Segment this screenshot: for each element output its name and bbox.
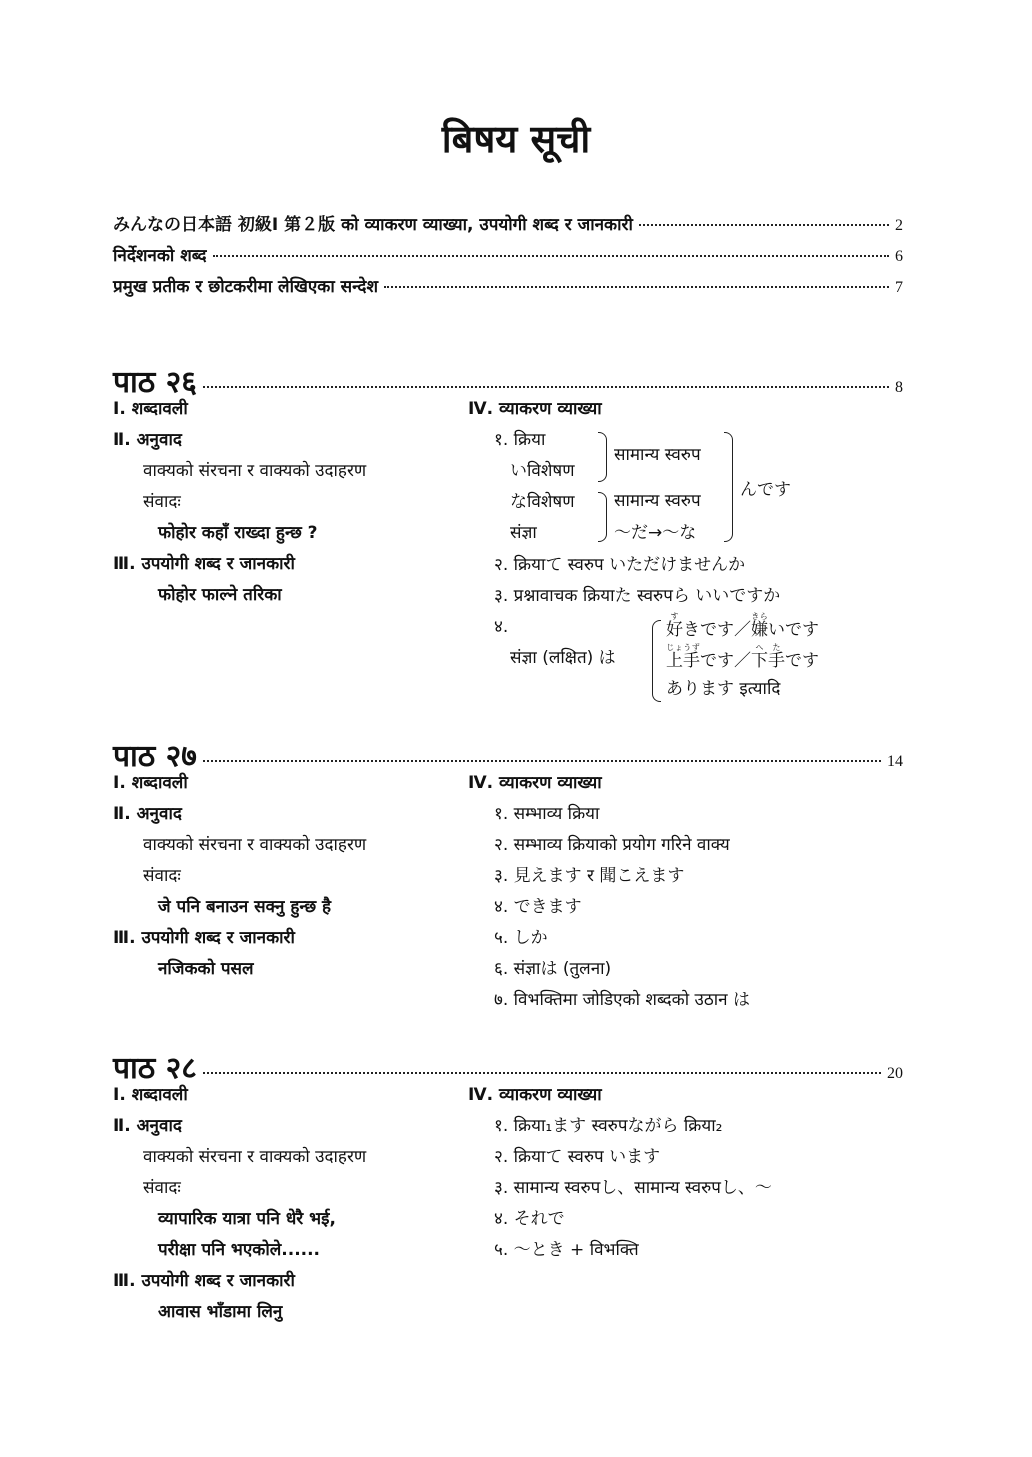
grammar-1-form1: सामान्य स्वरुप: [614, 445, 701, 465]
grammar-item: ४. できます: [494, 897, 582, 917]
leader-dots: [203, 386, 889, 388]
leader-dots: [203, 760, 881, 762]
section-grammar: Ⅳ. व्याकरण व्याख्या: [468, 773, 602, 793]
page-title: बिषय सूची: [441, 117, 591, 161]
leader-dots: [384, 286, 889, 288]
grammar-3: ३. प्रश्नावाचक क्रियाた स्वरुपら いいですか: [494, 586, 781, 606]
grammar-item: ७. विभक्तिमा जोडिएको शब्दको उठान は: [494, 990, 750, 1010]
grammar-item: १. क्रिया₁ます स्वरुपながら क्रिया₂: [494, 1116, 723, 1136]
leader-dots: [203, 1072, 881, 1074]
grammar-2: २. क्रियाて स्वरुप いただけませんか: [494, 555, 746, 575]
section-vocabulary: Ⅰ. शब्दावली: [113, 773, 188, 793]
grammar-1-ending: んです: [740, 480, 791, 500]
section-translation: Ⅱ. अनुवाद: [113, 804, 182, 824]
grammar-4-line2: 上手じょうずです／下手へたです: [666, 643, 819, 671]
lesson-title: पाठ २८: [113, 1051, 197, 1086]
brace-right: [598, 492, 607, 542]
dialogue-label: संवादः: [143, 492, 181, 512]
lesson-page-number: 20: [887, 1065, 903, 1082]
section-translation: Ⅱ. अनुवाद: [113, 430, 182, 450]
grammar-item: ३. सामान्य स्वरुपし、सामान्य स्वरुपし、～: [494, 1178, 772, 1198]
grammar-1-form2: सामान्य स्वरुप: [614, 491, 701, 511]
grammar-1-i-adj: いविशेषण: [510, 461, 575, 481]
dialogue-title-line1: व्यापारिक यात्रा पनि धेरै भई,: [158, 1209, 336, 1229]
lesson-title: पाठ २७: [113, 739, 197, 774]
toc-entry-label: प्रमुख प्रतीक र छोटकरीमा लेखिएका सन्देश: [113, 277, 379, 297]
lesson-26-left-column: [113, 394, 366, 611]
section-grammar: Ⅳ. व्याकरण व्याख्या: [468, 1085, 602, 1105]
grammar-item: ५. しか: [494, 928, 548, 948]
leader-dots: [639, 224, 889, 226]
section-vocabulary: Ⅰ. शब्दावली: [113, 399, 188, 419]
lesson-26-grammar: [468, 394, 602, 425]
grammar-1-na-adj: なविशेषण: [510, 492, 575, 512]
grammar-item: २. सम्भाव्य क्रियाको प्रयोग गरिने वाक्य: [494, 835, 730, 855]
toc-page-number: 7: [895, 279, 903, 296]
grammar-item: ६. संज्ञाは (तुलना): [494, 959, 612, 979]
section-useful-info: Ⅲ. उपयोगी शब्द र जानकारी: [113, 554, 295, 574]
useful-info-item: नजिकको पसल: [158, 959, 254, 979]
lesson-page-number: 8: [895, 379, 903, 396]
lesson-title: पाठ २६: [113, 365, 197, 400]
brace-right: [598, 432, 607, 482]
grammar-item: ४. それで: [494, 1209, 565, 1229]
toc-entry-symbols[interactable]: [113, 274, 903, 297]
grammar-4-line3: あります इत्यादि: [666, 679, 781, 699]
grammar-4-subject: संज्ञा (लक्षित) は: [510, 648, 616, 668]
brace-right-outer: [724, 432, 733, 542]
toc-entry-label: निर्देशनको शब्द: [113, 246, 207, 266]
dialogue-title-line2: परीक्षा पनि भएकोले......: [158, 1240, 321, 1260]
brace-left: [652, 620, 661, 702]
grammar-4-line1: 好すきです／嫌きらいです: [666, 612, 819, 640]
grammar-1-form2b: ～だ→～な: [614, 523, 697, 543]
grammar-item: १. सम्भाव्य क्रिया: [494, 804, 600, 824]
grammar-item: २. क्रियाて स्वरुप います: [494, 1147, 661, 1167]
toc-page-number: 2: [895, 217, 903, 234]
lesson-28-grammar: [468, 1080, 772, 1266]
dialogue-title: जे पनि बनाउन सक्नु हुन्छ है: [158, 897, 332, 917]
dialogue-label: संवादः: [143, 1178, 181, 1198]
lesson-27-left-column: [113, 768, 366, 985]
sentence-structure: वाक्यको संरचना र वाक्यको उदाहरण: [143, 1147, 367, 1167]
useful-info-item: आवास भाँडामा लिनु: [158, 1302, 283, 1322]
grammar-1-left: [494, 425, 575, 549]
toc-entry-instructions[interactable]: [113, 243, 903, 266]
section-useful-info: Ⅲ. उपयोगी शब्द र जानकारी: [113, 1271, 295, 1291]
lesson-page-number: 14: [887, 753, 903, 770]
section-useful-info: Ⅲ. उपयोगी शब्द र जानकारी: [113, 928, 295, 948]
dialogue-title: फोहोर कहाँ राख्दा हुन्छ ?: [158, 523, 318, 543]
section-grammar: Ⅳ. व्याकरण व्याख्या: [468, 399, 602, 419]
lesson-28-left-column: [113, 1080, 366, 1328]
grammar-1-noun: संज्ञा: [510, 523, 537, 543]
leader-dots: [213, 255, 890, 257]
dialogue-label: संवादः: [143, 866, 181, 886]
grammar-item: ३. 見えます र 聞こえます: [494, 866, 685, 886]
toc-entry-grammar-notes[interactable]: [113, 210, 903, 235]
useful-info-item: फोहोर फाल्ने तरिका: [158, 585, 282, 605]
section-vocabulary: Ⅰ. शब्दावली: [113, 1085, 188, 1105]
sentence-structure: वाक्यको संरचना र वाक्यको उदाहरण: [143, 835, 367, 855]
grammar-4-number: ४.: [494, 617, 509, 637]
sentence-structure: वाक्यको संरचना र वाक्यको उदाहरण: [143, 461, 367, 481]
lesson-27-grammar: [468, 768, 750, 1016]
toc-entry-label: みんなの日本語 初級Ⅰ 第２版 को व्याकरण व्याख्या, उपयोगी शब्द र जानकारी: [113, 215, 633, 235]
section-translation: Ⅱ. अनुवाद: [113, 1116, 182, 1136]
grammar-1-verb: १. क्रिया: [494, 430, 546, 450]
toc-page-number: 6: [895, 248, 903, 265]
grammar-item: ५. ～とき + विभक्ति: [494, 1240, 639, 1260]
